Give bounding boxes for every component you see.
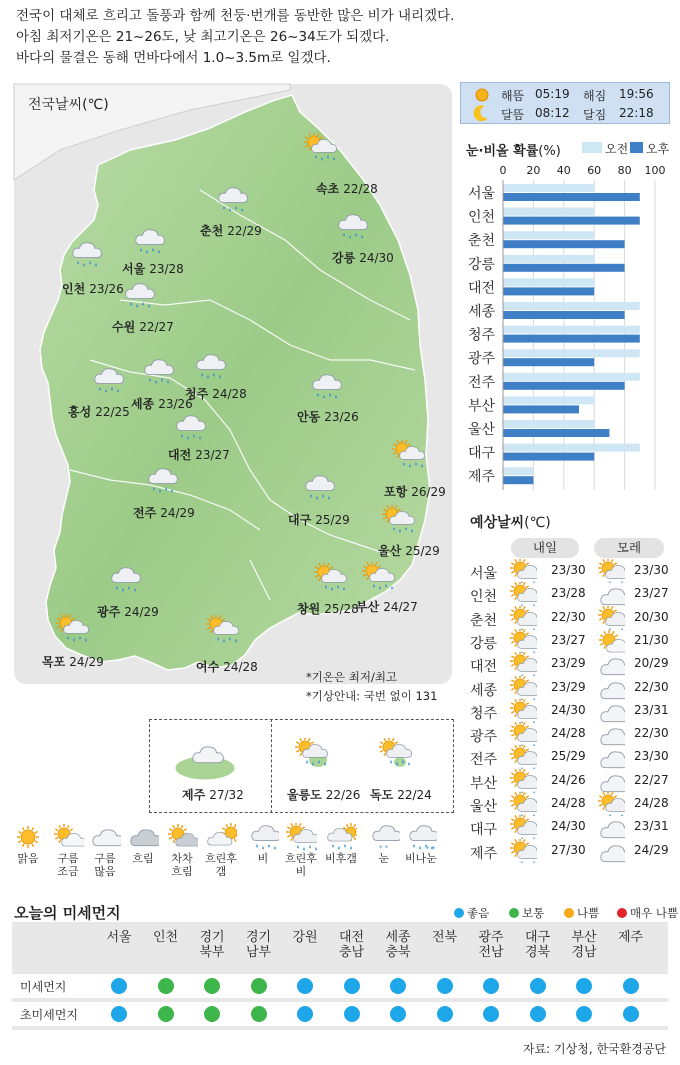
map-notes	[306, 668, 437, 706]
forecast-dayafter-temp: 22/27	[634, 772, 669, 787]
city-name: 인천	[62, 282, 86, 296]
city-temp: 22/27	[139, 320, 174, 334]
icon-legend-label: 비후갬	[325, 852, 357, 865]
cloud-rain-icon	[334, 212, 372, 242]
map-city-label	[316, 180, 378, 197]
map-city-label	[185, 385, 247, 402]
dust-legend-item	[454, 905, 489, 921]
forecast-city: 울산	[470, 799, 498, 815]
forecast-city: 서울	[470, 566, 498, 582]
map-city-label	[378, 542, 440, 559]
forecast-dayafter-temp: 24/28	[634, 796, 669, 810]
category-label: 울산	[468, 422, 496, 438]
bar-am	[503, 444, 640, 452]
forecast-dayafter-temp: 20/29	[634, 656, 669, 671]
forecast-tomorrow-temp: 23/30	[551, 563, 586, 577]
legend-am-swatch	[582, 142, 602, 153]
city-name: 광주	[97, 605, 121, 619]
category-label: 춘천	[468, 233, 496, 250]
forecast-dayafter-temp: 20/30	[634, 609, 669, 624]
map-city-label	[112, 318, 174, 335]
city-temp: 22/29	[227, 224, 262, 238]
forecast-unit: (℃)	[524, 515, 551, 531]
dust-legend-label: 좋음	[467, 906, 490, 920]
dust-level-dot	[297, 1006, 313, 1022]
dust-level-dot	[111, 978, 127, 994]
forecast-dayafter-temp: 23/30	[634, 749, 669, 764]
map-city-label	[122, 260, 184, 277]
city-name: 춘천	[200, 224, 224, 238]
city-temp: 23/26	[324, 410, 359, 424]
cloud-rain-icon	[131, 227, 169, 257]
icon-legend-label: 구름 많음	[94, 852, 116, 878]
precip-title	[466, 140, 561, 159]
headline-line-1: 전국이 대체로 흐리고 돌풍과 함께 천둥·번개를 동반한 많은 비가 내리겠다.	[16, 8, 455, 24]
icon-legend-label: 흐린후 갬	[205, 852, 237, 878]
forecast-city: 인천	[470, 589, 498, 606]
bar-pm	[503, 382, 625, 390]
dust-legend-item	[509, 905, 544, 921]
dust-region: 광주 전남	[478, 930, 504, 960]
forecast-dayafter-temp: 22/30	[634, 726, 669, 741]
category-label: 부산	[468, 398, 496, 415]
bar-pm	[503, 453, 594, 461]
moonset-time: 22:18	[619, 106, 654, 120]
cloud-rain-snow-icon	[405, 823, 437, 855]
dust-legend-dot	[617, 908, 627, 918]
city-temp: 25/28	[324, 602, 359, 616]
bar-pm	[503, 311, 625, 319]
island-name: 울릉도	[287, 788, 322, 802]
category-label: 제주	[468, 469, 496, 486]
icon-legend-label: 눈	[378, 852, 390, 865]
dust-level-dot	[623, 1006, 639, 1022]
cloud-rain-icon	[90, 366, 128, 396]
sun-cloud-rain-icon	[381, 505, 419, 535]
dust-region: 인천	[152, 930, 179, 945]
cloud-rain-icon	[172, 413, 210, 443]
legend-pm-label: 오후	[646, 142, 670, 156]
island-name: 제주	[182, 788, 206, 802]
sunset-label: 해짐	[583, 89, 607, 103]
island-temp: 22/24	[397, 788, 432, 802]
city-name: 울산	[378, 544, 402, 558]
map-city-label	[288, 511, 350, 528]
icon-legend-label: 맑음	[17, 852, 39, 865]
sun-cloud-icon	[52, 823, 84, 855]
map-city-label	[356, 598, 418, 615]
bar-pm	[503, 405, 579, 413]
bar-pm	[503, 335, 640, 343]
cloud-rain-icon	[140, 357, 178, 387]
cloud-icon	[597, 839, 625, 867]
dust-row-label: 미세먼지	[20, 980, 67, 994]
city-name: 대구	[288, 513, 312, 527]
city-name: 여수	[196, 660, 220, 674]
bar-pm	[503, 217, 640, 225]
dust-legend-dot	[509, 908, 519, 918]
dust-legend-label: 보통	[522, 906, 545, 920]
bar-am	[503, 467, 533, 475]
forecast-dayafter-temp: 23/31	[634, 819, 669, 834]
forecast-tomorrow-temp: 23/28	[551, 586, 586, 601]
dust-level-dot	[390, 978, 406, 994]
dust-level-dot	[530, 978, 546, 994]
dust-level-dot	[437, 978, 453, 994]
sun-icon	[473, 86, 491, 104]
city-name: 서울	[122, 262, 146, 276]
city-temp: 25/29	[315, 513, 350, 527]
precip-unit: (%)	[538, 144, 561, 159]
island-temp: 22/26	[325, 788, 361, 802]
city-temp: 23/27	[195, 448, 230, 462]
legend-am-label: 오전	[605, 142, 629, 156]
city-temp: 22/25	[95, 405, 130, 419]
sun-icon	[12, 823, 44, 855]
map-city-label	[42, 653, 104, 670]
legend-pm-swatch	[630, 142, 643, 153]
city-name: 부산	[356, 600, 380, 614]
icon-legend-label: 차차 흐림	[171, 852, 193, 878]
city-name: 포항	[384, 485, 408, 499]
dust-legend-item	[617, 905, 678, 921]
bar-am	[503, 255, 594, 263]
city-temp: 24/28	[223, 660, 258, 674]
city-temp: 24/28	[212, 387, 247, 401]
cloud-rain-icon	[214, 185, 252, 215]
forecast-tomorrow-temp: 24/30	[551, 819, 586, 834]
dust-level-dot	[576, 1006, 592, 1022]
forecast-title-text: 예상날씨	[470, 515, 525, 531]
city-name: 안동	[297, 410, 321, 424]
dust-level-dot	[204, 978, 220, 994]
city-name: 목포	[42, 655, 66, 669]
x-tick-label: 20	[526, 164, 541, 177]
city-temp: 26/29	[411, 485, 446, 499]
bar-am	[503, 349, 640, 357]
map-city-label	[297, 408, 359, 425]
dust-level-dot	[251, 978, 267, 994]
dust-level-dot	[158, 1006, 174, 1022]
map-city-label	[200, 222, 262, 239]
forecast-tomorrow-temp: 24/28	[551, 726, 586, 741]
map-title: 전국날씨(℃)	[28, 97, 109, 113]
dust-legend-label: 매우 나쁨	[630, 906, 679, 920]
category-label: 인천	[468, 209, 496, 226]
forecast-tomorrow-temp: 24/26	[551, 772, 586, 787]
dust-level-dot	[111, 1006, 127, 1022]
bar-am	[503, 302, 640, 310]
cloud-rain-icon	[144, 466, 182, 496]
island-label	[287, 786, 360, 803]
sun-cloud-rain-icon	[303, 133, 341, 163]
precip-title-text: 눈·비올 확률	[466, 144, 539, 159]
map-city-label	[332, 249, 394, 266]
bar-pm	[503, 264, 625, 272]
source-credit: 자료: 기상청, 한국환경공단	[523, 1042, 666, 1056]
bar-am	[503, 278, 594, 286]
precip-chart	[460, 160, 670, 495]
city-name: 수원	[112, 320, 136, 334]
x-tick-label: 100	[644, 164, 666, 177]
sun-moon-box	[460, 82, 670, 124]
bar-pm	[503, 429, 609, 437]
headline-line-2: 아침 최저기온은 21~26도, 낮 최고기온은 26~34도가 되겠다.	[16, 29, 390, 45]
cloud-icon	[189, 740, 227, 770]
map-city-label	[384, 483, 446, 500]
forecast-dayafter-temp: 23/31	[634, 702, 669, 717]
forecast-tomorrow-temp: 25/29	[551, 749, 586, 764]
forecast-tomorrow-temp: 23/29	[551, 679, 586, 694]
dust-level-dot	[390, 1006, 406, 1022]
icon-legend-label: 구름 조금	[57, 852, 79, 878]
dust-level-dot	[297, 978, 313, 994]
islands-divider	[271, 719, 272, 813]
svg-text:* *: * *	[426, 845, 436, 851]
forecast-dayafter-temp: 21/30	[634, 632, 669, 647]
dust-level-dot	[576, 978, 592, 994]
cloud-rain-icon	[68, 240, 106, 270]
bar-pm	[503, 476, 533, 484]
map-city-label	[62, 280, 124, 297]
forecast-city: 제주	[470, 845, 498, 862]
forecast-city: 세종	[470, 682, 498, 699]
city-name: 창원	[297, 602, 321, 616]
city-temp: 22/28	[343, 182, 378, 196]
forecast-city: 청주	[470, 705, 498, 722]
moonrise-label: 달뜸	[501, 108, 525, 122]
forecast-dayafter-temp: 22/30	[634, 679, 669, 694]
map-city-label	[196, 658, 258, 675]
city-temp: 25/29	[405, 544, 440, 558]
dark-cloud-icon	[127, 823, 159, 855]
sunset-time: 19:56	[619, 87, 654, 101]
dust-region: 대구 경북	[524, 930, 551, 960]
city-name: 대전	[168, 448, 192, 462]
map-city-label	[97, 603, 159, 620]
col-dayafter: 모레	[594, 538, 664, 558]
moon-icon	[473, 104, 491, 122]
headline-line-3: 바다의 물결은 동해 먼바다에서 1.0~3.5m로 일겠다.	[16, 50, 331, 66]
category-label: 대전	[468, 280, 496, 297]
category-label: 세종	[468, 304, 496, 320]
dust-level-dot	[251, 1006, 267, 1022]
forecast-city: 대전	[470, 659, 498, 676]
dust-legend-dot	[454, 908, 464, 918]
x-tick-label: 60	[587, 164, 602, 177]
dust-region: 경기 남부	[245, 930, 272, 960]
icon-legend-label: 비나눈	[405, 852, 437, 865]
dust-level-dot	[344, 978, 360, 994]
note-temp: *기온은 최저/최고	[306, 670, 398, 684]
dust-level-dot	[483, 978, 499, 994]
city-temp: 24/29	[69, 655, 104, 669]
island-label	[370, 786, 432, 803]
category-label: 서울	[468, 186, 496, 202]
forecast-tomorrow-temp: 24/30	[551, 702, 586, 717]
dust-level-dot	[158, 978, 174, 994]
city-temp: 23/26	[89, 282, 124, 296]
category-label: 강릉	[468, 256, 496, 273]
cloud-rain-icon	[192, 352, 230, 382]
map-city-label	[131, 395, 193, 412]
cloud-rain-icon	[308, 372, 346, 402]
cloud-sun-icon	[205, 823, 237, 855]
forecast-tomorrow-temp: 22/30	[551, 609, 586, 624]
sun-cloud-rain-icon	[361, 562, 399, 592]
cloud-icon	[89, 823, 121, 855]
forecast-dayafter-temp: 23/27	[634, 586, 669, 601]
icon-legend-label: 흐린후 비	[285, 852, 317, 878]
forecast-tomorrow-temp: 24/28	[551, 796, 586, 810]
dust-level-dot	[530, 1006, 546, 1022]
sun-cloud-rain-icon	[509, 839, 537, 867]
cloud-rain-icon	[107, 565, 145, 595]
dust-region: 제주	[617, 930, 644, 945]
city-name: 강릉	[332, 251, 356, 265]
forecast-tomorrow-temp: 27/30	[551, 842, 586, 857]
map-city-label	[68, 403, 130, 420]
dust-level-dot	[437, 1006, 453, 1022]
forecast-city: 강릉	[470, 635, 498, 652]
sun-cloud-rain-icon	[313, 563, 351, 593]
forecast-city: 대구	[470, 822, 498, 839]
map-city-label	[168, 446, 230, 463]
note-call: *기상안내: 국번 없이 131	[306, 689, 438, 703]
dust-legend-dot	[564, 908, 574, 918]
bar-am	[503, 396, 594, 404]
map-city-label	[297, 600, 359, 617]
forecast-city: 춘천	[470, 612, 498, 629]
city-temp: 23/28	[149, 262, 184, 276]
city-name: 청주	[185, 387, 209, 401]
sun-cloud-rain-icon	[294, 738, 332, 768]
cloud-rain-icon	[301, 473, 339, 503]
city-name: 속초	[316, 182, 340, 196]
dust-row-label: 초미세먼지	[20, 1008, 78, 1022]
sun-cloud-rain-icon	[391, 440, 429, 470]
sunrise-label: 해뜸	[501, 89, 525, 103]
sunrise-time: 05:19	[535, 87, 570, 101]
col-tomorrow: 내일	[511, 538, 579, 558]
forecast-title	[470, 512, 551, 532]
forecast-city: 광주	[470, 729, 498, 746]
bar-am	[503, 373, 640, 381]
sun-dark-cloud-icon	[166, 823, 198, 855]
icon-legend-label: 흐림	[132, 852, 154, 865]
dust-region: 부산 경남	[571, 930, 597, 960]
sun-cloud-rain-icon	[55, 614, 93, 644]
city-name: 세종	[131, 397, 155, 411]
cloud-snow-icon	[368, 823, 400, 855]
category-label: 전주	[468, 374, 496, 391]
dust-region: 서울	[106, 930, 132, 945]
bar-am	[503, 231, 594, 239]
dust-level-dot	[204, 1006, 220, 1022]
icon-legend-label: 비	[257, 852, 269, 865]
dust-region: 대전 충남	[338, 930, 365, 960]
island-temp: 27/32	[209, 788, 244, 802]
dust-level-dot	[483, 1006, 499, 1022]
forecast-tomorrow-temp: 23/29	[551, 656, 586, 671]
sun-cloud-rain-icon	[205, 615, 243, 645]
bar-pm	[503, 358, 594, 366]
bar-am	[503, 420, 594, 428]
moonrise-time: 08:12	[535, 106, 570, 120]
bar-am	[503, 208, 594, 216]
svg-text:* *: * *	[379, 844, 389, 851]
dust-legend-label: 나쁨	[577, 906, 600, 920]
map-city-label	[133, 504, 195, 521]
cloud-rain-icon	[247, 823, 279, 855]
city-temp: 24/30	[359, 251, 394, 265]
dust-legend-item	[564, 905, 599, 921]
bar-pm	[503, 240, 625, 248]
moonset-label: 달짐	[583, 108, 607, 122]
category-label: 청주	[468, 327, 496, 344]
x-tick-label: 40	[556, 164, 571, 177]
dust-region: 경기 북부	[199, 930, 225, 960]
forecast-dayafter-temp: 23/30	[634, 563, 669, 577]
dust-level-dot	[344, 1006, 360, 1022]
island-label	[182, 786, 244, 803]
bar-pm	[503, 193, 640, 201]
city-temp: 24/29	[124, 605, 159, 619]
dust-region: 세종 충북	[385, 930, 411, 960]
dust-level-dot	[623, 978, 639, 994]
category-label: 광주	[468, 351, 496, 368]
sun-cloud-rain-icon	[378, 738, 416, 768]
dust-region: 강원	[292, 930, 318, 945]
bar-am	[503, 184, 594, 192]
forecast-dayafter-temp: 24/29	[634, 842, 669, 857]
bar-pm	[503, 287, 594, 295]
city-temp: 24/27	[383, 600, 418, 614]
bar-am	[503, 326, 640, 334]
dust-title: 오늘의 미세먼지	[14, 904, 121, 922]
x-tick-label: 80	[617, 164, 632, 177]
city-name: 홍성	[68, 405, 92, 419]
forecast-city: 부산	[470, 775, 498, 792]
forecast-tomorrow-temp: 23/27	[551, 632, 586, 647]
island-name: 독도	[370, 788, 394, 802]
dust-region: 전북	[431, 930, 458, 945]
sun-cloud-rain-icon	[285, 823, 317, 855]
city-temp: 24/29	[160, 506, 195, 520]
category-label: 대구	[468, 445, 496, 462]
x-tick-label: 0	[499, 164, 507, 177]
cloud-rain-icon	[121, 281, 159, 311]
city-name: 전주	[133, 506, 157, 520]
rain-sun-icon	[325, 823, 357, 855]
forecast-city: 전주	[470, 752, 498, 769]
city-temp: 23/26	[158, 397, 193, 411]
